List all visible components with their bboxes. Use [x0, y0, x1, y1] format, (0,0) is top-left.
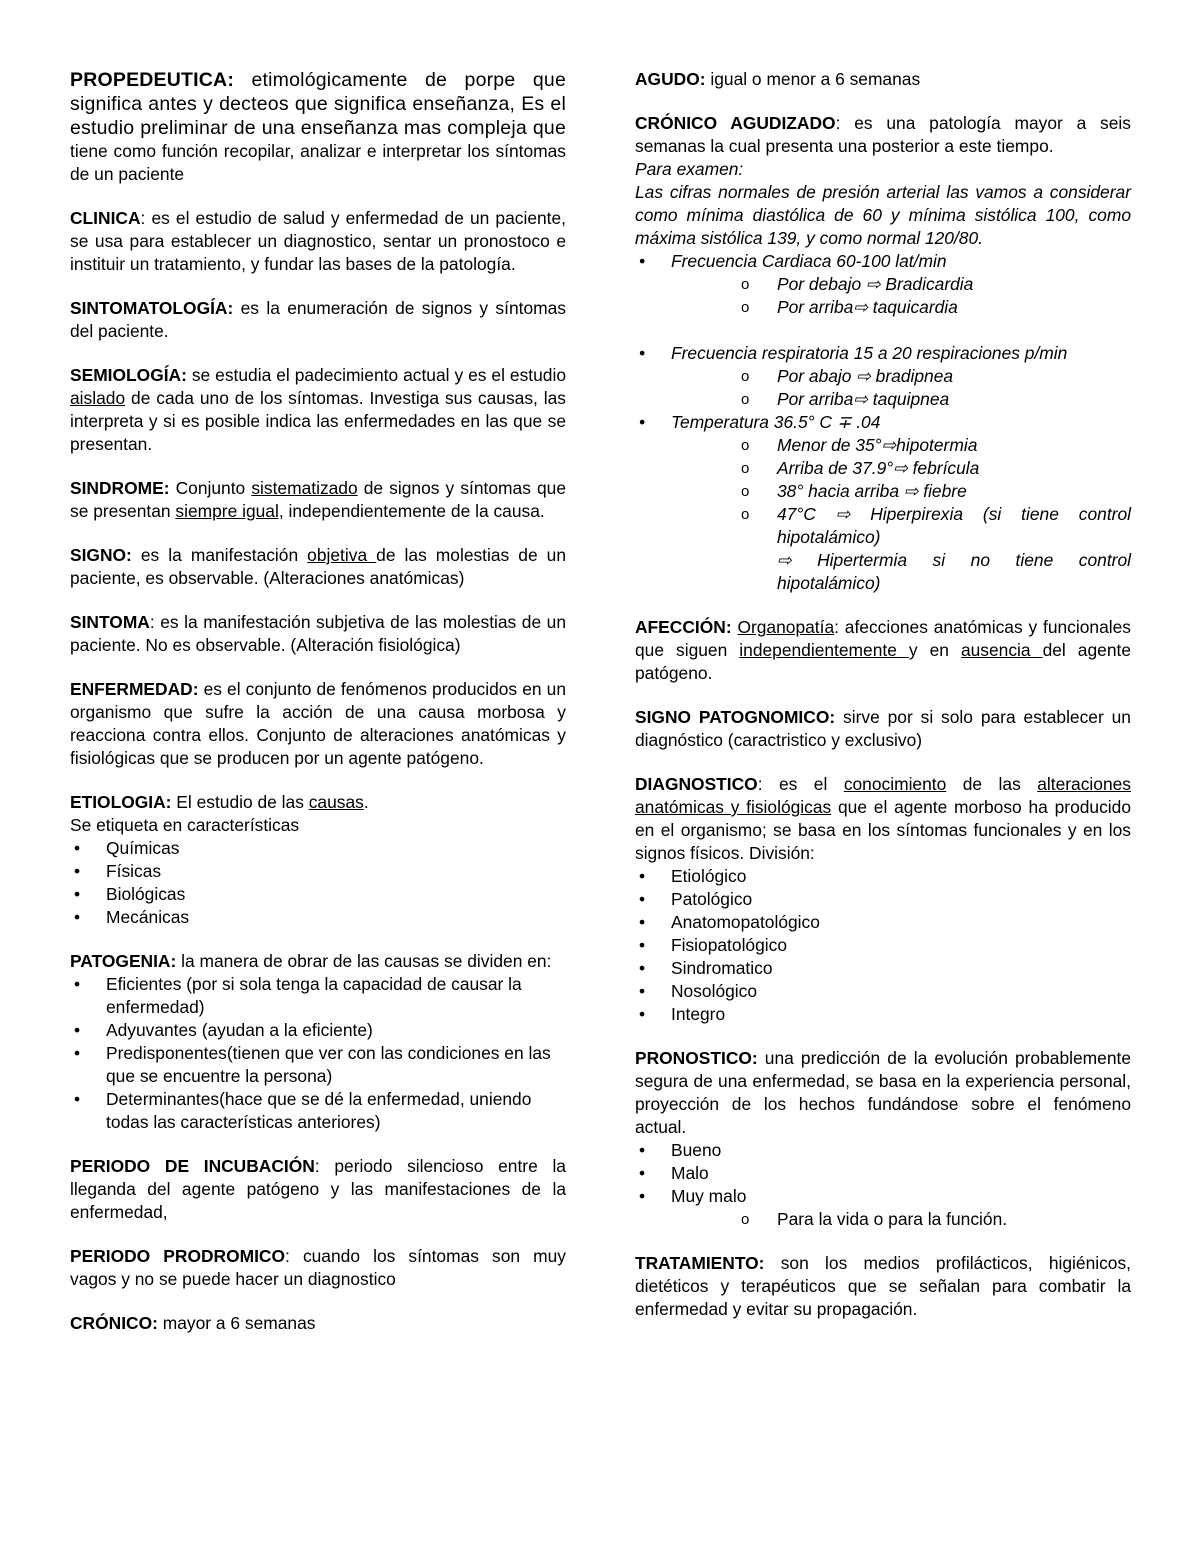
- fc-text: Frecuencia Cardiaca 60-100 lat/min: [671, 251, 947, 271]
- cronico-text: mayor a 6 semanas: [157, 1313, 316, 1333]
- term-signo: SIGNO:: [70, 545, 132, 565]
- pronostico-list: [635, 1139, 1131, 1231]
- afeccion-underline-2: independientemente: [739, 640, 909, 660]
- term-enfermedad: ENFERMEDAD:: [70, 679, 199, 699]
- term-pronostico: PRONOSTICO:: [635, 1048, 758, 1068]
- sindrome-underline-2: siempre igual,: [175, 501, 284, 521]
- list-item: • Mecánicas: [70, 906, 566, 929]
- entry-prodromico: [70, 1245, 566, 1291]
- spacer: [635, 319, 1131, 342]
- list-item: • Etiológico: [635, 865, 1131, 888]
- pronostico-text: una predicción de la evolución probablemente segura de una enfermedad, se basa en la experiencia personal, proyección de los hechos fundándose sobre el fenómeno actual.: [635, 1048, 1131, 1137]
- entry-agudo: [635, 68, 1131, 91]
- term-sindrome: SINDROME:: [70, 478, 170, 498]
- list-item: o Por arriba⇨ taquipnea: [635, 388, 1131, 411]
- temp-sublist: [635, 434, 1131, 595]
- list-item: • Biológicas: [70, 883, 566, 906]
- list-item: • Bueno: [635, 1139, 1131, 1162]
- right-column: [635, 68, 1131, 1342]
- term-prodromico: PERIODO PRODROMICO: [70, 1246, 286, 1266]
- list-item: o Menor de 35°⇨hipotermia: [635, 434, 1131, 457]
- list-item: [635, 342, 1131, 411]
- diagnostico-text-3: que el agente morboso ha producido en el organismo; se basa en los síntomas funcionales y en los signos físicos. División:: [635, 797, 1131, 863]
- patogenia-list: [70, 973, 566, 1134]
- entry-enfermedad: [70, 678, 566, 770]
- term-sintoma: SINTOMA: [70, 612, 150, 632]
- list-item: o Por abajo ⇨ bradipnea: [635, 365, 1131, 388]
- entry-cronico: [70, 1312, 566, 1335]
- tratamiento-text: son los medios profilácticos, higiénicos, dietéticos y terapéuticos que se señalan para combatir la enfermedad y evitar su propagación.: [635, 1253, 1131, 1319]
- signo-underline: objetiva: [307, 545, 377, 565]
- entry-pronostico: [635, 1047, 1131, 1231]
- fr-sublist: [635, 365, 1131, 411]
- list-item: • Sindromatico: [635, 957, 1131, 980]
- afeccion-underline-1: Organopatía: [737, 617, 835, 637]
- list-item: • Anatomopatológico: [635, 911, 1131, 934]
- term-cronico: CRÓNICO:: [70, 1313, 158, 1333]
- cronico-agudizado-text: : es una patología mayor a seis semanas la cual presenta una posterior a este tiempo.: [635, 113, 1131, 156]
- semiologia-text: se estudia el padecimiento actual y es el estudio: [186, 365, 566, 385]
- agudo-text: igual o menor a 6 semanas: [705, 69, 921, 89]
- sindrome-text-2: de signos y síntomas que se presentan: [70, 478, 567, 521]
- list-item: • Determinantes(hace que se dé la enfermedad, uniendo todas las características anteriores): [70, 1088, 566, 1134]
- entry-clinica: [70, 207, 566, 276]
- entry-propedeutica: [70, 68, 566, 186]
- list-item: o 38° hacia arriba ⇨ fiebre: [635, 480, 1131, 503]
- list-item: • Predisponentes(tienen que ver con las condiciones en las que se encuentre la persona): [70, 1042, 566, 1088]
- semiologia-text-2: de cada uno de los síntomas. Investiga sus causas, las interpreta y si es posible indica las enfermedades en las que se presentan.: [70, 388, 566, 454]
- etiologia-underline: causas: [308, 792, 364, 812]
- propedeutica-text: etimológicamente de porpe que significa antes y decteos que significa enseñanza, Es el estudio preliminar de una enseñanza mas compleja que: [70, 69, 566, 139]
- frecuencia-cardiaca-list: [635, 250, 1131, 319]
- sindrome-text: Conjunto: [169, 478, 252, 498]
- afeccion-text-2: : afecciones anatómicas y funcionales que siguen: [635, 617, 1131, 660]
- hiperpirexia-text: 47°C ⇨ Hiperpirexia (si tiene control hipotalámico): [777, 504, 1131, 547]
- sintomatologia-text: es la enumeración de signos y síntomas del paciente.: [70, 298, 566, 341]
- entry-sindrome: [70, 477, 566, 523]
- signo-patognomico-text: sirve por si solo para establecer un diagnóstico (caractristico y exclusivo): [635, 707, 1131, 750]
- hipertermia-text: ⇨ Hipertermia si no tiene control hipotalámico): [777, 550, 1131, 593]
- left-column: [70, 68, 566, 1356]
- etiologia-list: [70, 837, 566, 929]
- signo-text: es la manifestación: [131, 545, 308, 565]
- entry-signo: [70, 544, 566, 590]
- list-item: o Por debajo ⇨ Bradicardia: [635, 273, 1131, 296]
- fr-text: Frecuencia respiratoria 15 a 20 respiraciones p/min: [671, 343, 1068, 363]
- prodromico-text: : cuando los síntomas son muy vagos y no se puede hacer un diagnostico: [70, 1246, 566, 1289]
- term-etiologia: ETIOLOGIA:: [70, 792, 172, 812]
- term-incubacion: PERIODO DE INCUBACIÓN: [70, 1156, 315, 1176]
- term-propedeutica: PROPEDEUTICA:: [70, 69, 235, 91]
- afeccion-text-4: del agente patógeno.: [635, 640, 1131, 683]
- term-cronico-agudizado: CRÓNICO AGUDIZADO: [635, 113, 836, 133]
- etiologia-line-2: Se etiqueta en características: [70, 815, 300, 835]
- list-item: [635, 1185, 1131, 1231]
- entry-incubacion: [70, 1155, 566, 1224]
- semiologia-underline: aislado: [70, 388, 126, 408]
- sindrome-text-3: independientemente de la causa.: [283, 501, 545, 521]
- list-item: [635, 503, 1131, 595]
- propedeutica-text-2: tiene como función recopilar, analizar e interpretar los síntomas de un paciente: [70, 141, 566, 184]
- list-item: • Fisiopatológico: [635, 934, 1131, 957]
- etiologia-text: El estudio de las: [171, 792, 309, 812]
- diagnostico-text-2: de las: [946, 774, 1038, 794]
- incubacion-text: : periodo silencioso entre la lleganda del agente patógeno y las manifestaciones de la enfermedad,: [70, 1156, 566, 1222]
- frecuencia-respiratoria-list: [635, 342, 1131, 595]
- entry-semiologia: [70, 364, 566, 456]
- entry-diagnostico: [635, 773, 1131, 1026]
- term-patogenia: PATOGENIA:: [70, 951, 177, 971]
- temp-text: Temperatura 36.5° C ∓ .04: [671, 412, 881, 432]
- list-item: • Adyuvantes (ayudan a la eficiente): [70, 1019, 566, 1042]
- list-item: • Eficientes (por si sola tenga la capacidad de causar la enfermedad): [70, 973, 566, 1019]
- clinica-text: : es el estudio de salud y enfermedad de un paciente, se usa para establecer un diagnostico, sentar un pronostoco e instituir un tratamiento, y fundar las bases de la patología.: [70, 208, 566, 274]
- entry-sintomatologia: [70, 297, 566, 343]
- sindrome-underline-1: sistematizado: [251, 478, 358, 498]
- list-item: o Para la vida o para la función.: [635, 1208, 1131, 1231]
- afeccion-text-3: y en: [908, 640, 961, 660]
- entry-sintoma: [70, 611, 566, 657]
- fc-sublist: [635, 273, 1131, 319]
- patogenia-text: la manera de obrar de las causas se dividen en:: [176, 951, 552, 971]
- muy-malo-text: Muy malo: [671, 1186, 747, 1206]
- term-signo-patognomico: SIGNO PATOGNOMICO:: [635, 707, 836, 727]
- entry-patogenia: [70, 950, 566, 1134]
- list-item: • Nosológico: [635, 980, 1131, 1003]
- list-item: • Integro: [635, 1003, 1131, 1026]
- term-tratamiento: TRATAMIENTO:: [635, 1253, 765, 1273]
- list-item: o Por arriba⇨ taquicardia: [635, 296, 1131, 319]
- afeccion-underline-3: ausencia: [960, 640, 1043, 660]
- list-item: [635, 250, 1131, 319]
- term-sintomatologia: SINTOMATOLOGÍA:: [70, 298, 234, 318]
- term-semiologia: SEMIOLOGÍA:: [70, 365, 187, 385]
- term-clinica: CLINICA: [70, 208, 141, 228]
- entry-tratamiento: [635, 1252, 1131, 1321]
- sintoma-text: : es la manifestación subjetiva de las molestias de un paciente. No es observable. (Alteración fisiológica): [70, 612, 566, 655]
- entry-signo-patognomico: [635, 706, 1131, 752]
- list-item: • Químicas: [70, 837, 566, 860]
- diagnostico-list: [635, 865, 1131, 1026]
- list-item: o Arriba de 37.9°⇨ febrícula: [635, 457, 1131, 480]
- para-examen-label: Para examen:: [635, 159, 744, 179]
- etiologia-text-2: .: [363, 792, 369, 812]
- pronostico-sublist: [635, 1208, 1131, 1231]
- term-agudo: AGUDO:: [635, 69, 706, 89]
- entry-afeccion: [635, 616, 1131, 685]
- list-item: • Patológico: [635, 888, 1131, 911]
- entry-etiologia: [70, 791, 566, 929]
- list-item: • Físicas: [70, 860, 566, 883]
- entry-cronico-agudizado: [635, 112, 1131, 595]
- term-afeccion: AFECCIÓN:: [635, 617, 732, 637]
- list-item: [635, 411, 1131, 595]
- enfermedad-text: es el conjunto de fenómenos producidos en un organismo que sufre la acción de una causa morbosa y reacciona contra ellos. Conjunto de alteraciones anatómicas y fisiológicas que se producen por un agente patógeno.: [70, 679, 566, 768]
- diagnostico-underline-2: alteraciones anatómicas y fisiológicas: [635, 774, 1131, 817]
- signo-text-2: de las molestias de un paciente, es observable. (Alteraciones anatómicas): [70, 545, 566, 588]
- diagnostico-text: : es el: [757, 774, 844, 794]
- term-diagnostico: DIAGNOSTICO: [635, 774, 758, 794]
- presion-arterial-text: Las cifras normales de presión arterial las vamos a considerar como mínima diastólica de 60 y mínima sistólica 100, como máxima sistólica 139, y como normal 120/80.: [635, 182, 1131, 248]
- list-item: • Malo: [635, 1162, 1131, 1185]
- diagnostico-underline-1: conocimiento: [843, 774, 947, 794]
